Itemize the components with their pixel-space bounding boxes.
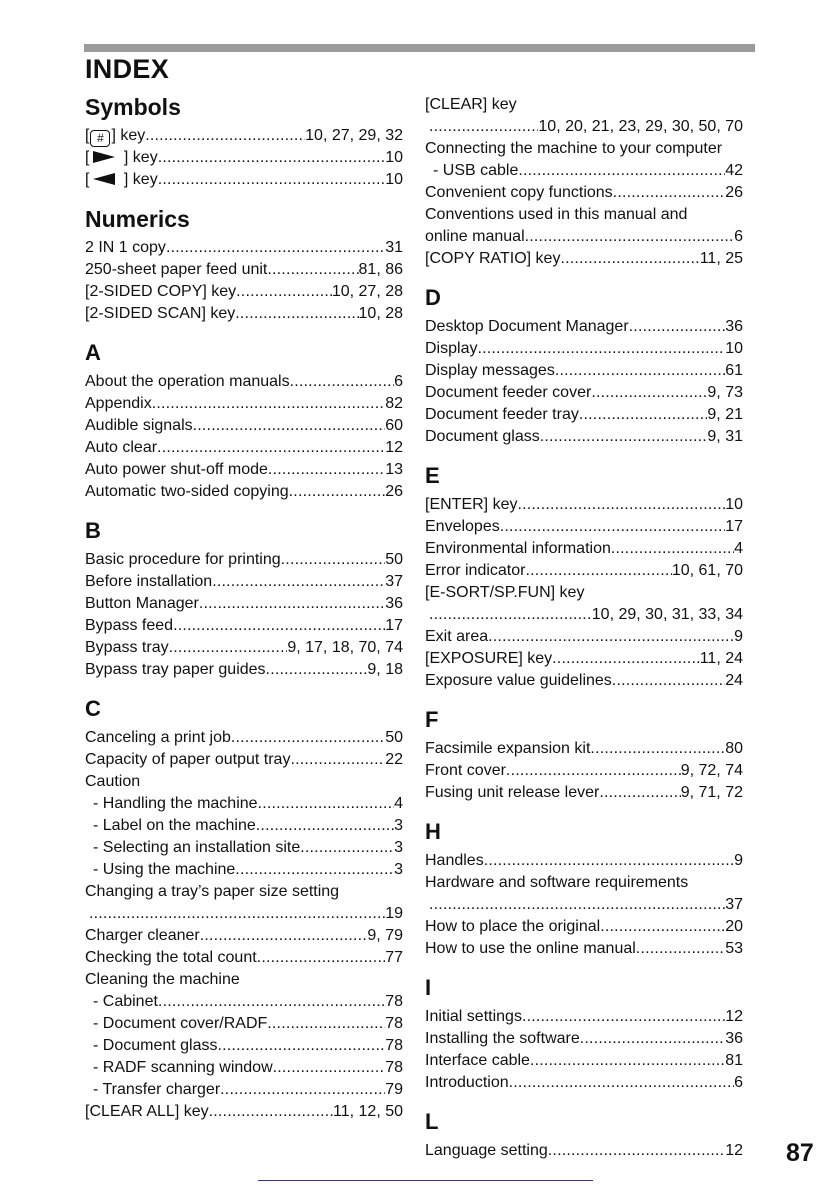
page-refs: 10 <box>385 149 403 166</box>
dot-leader <box>477 338 725 360</box>
entry-label: Auto clear <box>85 439 158 456</box>
entry-label: Before installation <box>85 573 213 590</box>
entry-label <box>85 169 158 191</box>
page-refs: 36 <box>725 1030 743 1047</box>
section-heading: E <box>425 463 440 488</box>
dot-leader <box>540 426 708 448</box>
dot-leader <box>429 604 592 626</box>
entry-label: - Selecting an installation site <box>93 839 301 856</box>
dot-leader <box>212 571 385 593</box>
index-entry <box>425 94 743 116</box>
index-entry <box>85 659 403 681</box>
index-entry <box>425 738 743 760</box>
index-entry <box>85 947 403 969</box>
index-entry <box>85 147 403 169</box>
page-refs: 9, 71, 72 <box>680 784 743 801</box>
entry-label <box>85 147 158 169</box>
page-refs: 81, 86 <box>358 261 403 278</box>
dot-leader <box>157 437 385 459</box>
dot-leader <box>220 1079 385 1101</box>
index-entry <box>425 538 743 560</box>
entry-label: online manual <box>425 228 525 245</box>
page-refs: 3 <box>394 817 403 834</box>
index-entry <box>425 938 743 960</box>
page-refs: 10 <box>725 496 743 513</box>
index-entry <box>85 303 403 325</box>
index-entry <box>85 393 403 415</box>
dot-leader <box>218 1035 386 1057</box>
dot-leader <box>629 316 726 338</box>
page-refs: 11, 25 <box>699 250 743 267</box>
entry-label: Language setting <box>425 1142 548 1159</box>
entry-label: Caution <box>85 773 141 790</box>
dot-leader <box>518 160 725 182</box>
section-heading: H <box>425 819 441 844</box>
index-entry <box>85 727 403 749</box>
dot-leader <box>525 226 734 248</box>
page-refs: 80 <box>725 740 743 757</box>
entry-label: Canceling a print job <box>85 729 231 746</box>
page-refs: 11, 24 <box>699 650 743 667</box>
entry-label: - RADF scanning window <box>93 1059 273 1076</box>
page-refs: 78 <box>385 993 403 1010</box>
entry-label: Hardware and software requirements <box>425 874 689 891</box>
index-entry <box>85 125 403 147</box>
entry-label-text: ] key <box>119 149 158 166</box>
page-refs: 36 <box>385 595 403 612</box>
index-entry <box>85 371 403 393</box>
index-entry <box>425 426 743 448</box>
index-entry <box>425 850 743 872</box>
dot-leader <box>235 859 394 881</box>
page-refs: 3 <box>394 839 403 856</box>
page-refs: 10, 27, 29, 32 <box>305 127 403 144</box>
entry-label: Initial settings <box>425 1008 522 1025</box>
page-refs: 78 <box>385 1059 403 1076</box>
page-refs: 9, 21 <box>707 406 743 423</box>
entry-label: Automatic two-sided copying <box>85 483 289 500</box>
entry-label: - Handling the machine <box>93 795 258 812</box>
index-entry <box>85 549 403 571</box>
dot-leader <box>488 626 734 648</box>
index-entry <box>85 459 403 481</box>
index-entry <box>425 670 743 692</box>
index-entry <box>85 1013 403 1035</box>
index-entry <box>425 182 743 204</box>
dot-leader <box>591 382 707 404</box>
index-entry <box>85 815 403 837</box>
entry-label: Auto power shut-off mode <box>85 461 268 478</box>
index-entry <box>425 1072 743 1094</box>
index-entry <box>85 1079 403 1101</box>
entry-label: Facsimile expansion kit <box>425 740 591 757</box>
entry-label: Exit area <box>425 628 489 645</box>
page-refs: 9 <box>734 852 743 869</box>
bracket: [ <box>85 149 90 166</box>
entry-label: Error indicator <box>425 562 526 579</box>
entry-label: Changing a tray’s paper size setting <box>85 883 340 900</box>
dot-leader <box>268 459 385 481</box>
dot-leader <box>273 1057 386 1079</box>
index-entry <box>425 204 743 226</box>
dot-leader <box>267 259 358 281</box>
dot-leader <box>209 1101 333 1123</box>
page-refs: 50 <box>385 729 403 746</box>
index-column-left <box>85 91 403 1123</box>
page-refs: 9, 18 <box>367 661 403 678</box>
section-heading: Symbols <box>85 94 181 120</box>
index-entry <box>85 925 403 947</box>
entry-label: Fusing unit release lever <box>425 784 600 801</box>
page-refs: 9, 72, 74 <box>680 762 743 779</box>
entry-label: [EXPOSURE] key <box>425 650 553 667</box>
index-entry <box>85 481 403 503</box>
entry-label: [COPY RATIO] key <box>425 250 561 267</box>
page-refs: 36 <box>725 318 743 335</box>
index-entry <box>425 604 743 626</box>
entry-label: Checking the total count <box>85 949 257 966</box>
page-refs: 9, 17, 18, 70, 74 <box>287 639 403 656</box>
entry-label: Audible signals <box>85 417 193 434</box>
dot-leader <box>599 782 680 804</box>
index-entry <box>425 516 743 538</box>
page-refs: 10, 29, 30, 31, 33, 34 <box>591 606 743 623</box>
entry-label: - Cabinet <box>93 993 158 1010</box>
dot-leader <box>199 593 385 615</box>
index-entry <box>425 138 743 160</box>
index-entry <box>425 894 743 916</box>
entry-label: Cleaning the machine <box>85 971 240 988</box>
dot-leader <box>560 248 699 270</box>
page-refs: 12 <box>725 1142 743 1159</box>
page-refs: 9, 73 <box>707 384 743 401</box>
entry-label: Bypass tray <box>85 639 169 656</box>
section-heading: L <box>425 1109 439 1134</box>
dot-leader <box>236 281 332 303</box>
dot-leader <box>281 549 386 571</box>
dot-leader <box>231 727 385 749</box>
dot-leader <box>290 749 385 771</box>
index-entry <box>425 648 743 670</box>
page-refs: 9, 79 <box>367 927 403 944</box>
index-entry <box>85 1035 403 1057</box>
page-refs: 11, 12, 50 <box>333 1103 403 1120</box>
dot-leader <box>548 1140 725 1162</box>
dot-leader <box>579 404 708 426</box>
dot-leader <box>290 371 395 393</box>
entry-label: Document feeder tray <box>425 406 579 423</box>
dot-leader <box>267 1013 385 1035</box>
index-entry <box>85 793 403 815</box>
index-entry <box>85 969 403 991</box>
page-refs: 24 <box>725 672 743 689</box>
entry-label: Charger cleaner <box>85 927 200 944</box>
dot-leader <box>580 1028 725 1050</box>
entry-label-text: ] key <box>111 127 146 144</box>
page-refs: 60 <box>385 417 403 434</box>
dot-leader <box>289 481 386 503</box>
entry-label: [2-SIDED SCAN] key <box>85 305 236 322</box>
index-entry <box>85 571 403 593</box>
index-entry <box>425 1140 743 1162</box>
entry-label: [CLEAR ALL] key <box>85 1103 209 1120</box>
index-entry <box>85 237 403 259</box>
page-refs: 10, 20, 21, 23, 29, 30, 50, 70 <box>538 118 743 135</box>
dot-leader <box>611 538 734 560</box>
bracket: [ <box>85 171 90 188</box>
page-refs: 22 <box>385 751 403 768</box>
index-entry <box>85 637 403 659</box>
dot-leader <box>158 169 386 191</box>
dot-leader <box>89 903 385 925</box>
entry-label: [E-SORT/SP.FUN] key <box>425 584 585 601</box>
entry-label: Installing the software <box>425 1030 580 1047</box>
section-heading: Numerics <box>85 206 190 232</box>
page-refs: 26 <box>725 184 743 201</box>
right-triangle-key-icon <box>93 151 115 163</box>
page-refs: 81 <box>725 1052 743 1069</box>
index-entry <box>85 259 403 281</box>
dot-leader <box>257 947 386 969</box>
entry-label: Appendix <box>85 395 152 412</box>
page-refs: 77 <box>385 949 403 966</box>
entry-label: Connecting the machine to your computer <box>425 140 723 157</box>
dot-leader <box>525 560 671 582</box>
hash-key-icon: # <box>90 130 110 147</box>
entry-label: Conventions used in this manual and <box>425 206 688 223</box>
page-refs: 4 <box>734 540 743 557</box>
page-number: 87 <box>786 1139 814 1167</box>
index-entry <box>425 226 743 248</box>
entry-label: Capacity of paper output tray <box>85 751 291 768</box>
page-refs: 6 <box>734 228 743 245</box>
dot-leader <box>590 738 725 760</box>
bracket: [ <box>85 127 90 144</box>
entry-label: Bypass tray paper guides <box>85 661 266 678</box>
entry-label: 250-sheet paper feed unit <box>85 261 268 278</box>
index-entry <box>85 859 403 881</box>
entry-label: Envelopes <box>425 518 500 535</box>
index-entry <box>425 116 743 138</box>
index-entry <box>425 382 743 404</box>
section-heading: C <box>85 696 101 721</box>
index-entry <box>85 415 403 437</box>
dot-leader <box>256 815 394 837</box>
page-refs: 9 <box>734 628 743 645</box>
dot-leader <box>152 393 385 415</box>
dot-leader <box>193 415 386 437</box>
page-refs: 17 <box>385 617 403 634</box>
page-refs: 10 <box>725 340 743 357</box>
dot-leader <box>613 182 726 204</box>
index-entry <box>85 281 403 303</box>
dot-leader <box>158 147 386 169</box>
page-refs: 10, 28 <box>358 305 403 322</box>
entry-label: How to place the original <box>425 918 601 935</box>
entry-label: Display messages <box>425 362 555 379</box>
page-refs: 26 <box>385 483 403 500</box>
index-entry <box>85 881 403 903</box>
index-entry <box>85 593 403 615</box>
index-entry <box>425 872 743 894</box>
index-entry <box>85 903 403 925</box>
index-column-right <box>425 94 743 1162</box>
entry-label: About the operation manuals <box>85 373 290 390</box>
page-refs: 10, 27, 28 <box>331 283 403 300</box>
footer-link[interactable] <box>258 1180 593 1181</box>
page-refs: 12 <box>385 439 403 456</box>
dot-leader <box>500 516 725 538</box>
dot-leader <box>429 894 725 916</box>
dot-leader <box>158 991 385 1013</box>
left-triangle-key-icon <box>93 173 115 185</box>
index-entry <box>425 1006 743 1028</box>
section-heading: D <box>425 285 441 310</box>
index-entry <box>425 248 743 270</box>
dot-leader <box>169 637 288 659</box>
index-entry <box>425 360 743 382</box>
entry-label: - Document cover/RADF <box>93 1015 268 1032</box>
page-refs: 53 <box>725 940 743 957</box>
index-entry <box>425 626 743 648</box>
dot-leader <box>530 1050 725 1072</box>
entry-label <box>85 125 145 147</box>
entry-label: - Transfer charger <box>93 1081 221 1098</box>
dot-leader <box>258 793 395 815</box>
entry-label: Interface cable <box>425 1052 530 1069</box>
entry-label: - Label on the machine <box>93 817 256 834</box>
page-title: INDEX <box>85 54 170 84</box>
section-heading: A <box>85 340 101 365</box>
dot-leader <box>555 360 725 382</box>
page-refs: 37 <box>385 573 403 590</box>
dot-leader <box>552 648 700 670</box>
page-refs: 78 <box>385 1015 403 1032</box>
page-refs: 19 <box>385 905 403 922</box>
page-refs: 12 <box>725 1008 743 1025</box>
entry-label-text: ] key <box>119 171 158 188</box>
index-entry <box>425 916 743 938</box>
dot-leader <box>173 615 385 637</box>
page-refs: 6 <box>394 373 403 390</box>
dot-leader <box>522 1006 725 1028</box>
page-refs: 3 <box>394 861 403 878</box>
entry-label: Handles <box>425 852 484 869</box>
page-refs: 10, 61, 70 <box>671 562 743 579</box>
index-entry <box>425 760 743 782</box>
index-entry <box>425 1028 743 1050</box>
page-refs: 78 <box>385 1037 403 1054</box>
page-refs: 42 <box>725 162 743 179</box>
entry-label: 2 IN 1 copy <box>85 239 166 256</box>
entry-label: Document glass <box>425 428 540 445</box>
section-heading: I <box>425 975 432 1000</box>
page-refs: 50 <box>385 551 403 568</box>
entry-label: [2-SIDED COPY] key <box>85 283 237 300</box>
entry-label: Front cover <box>425 762 506 779</box>
index-entry <box>85 437 403 459</box>
dot-leader <box>636 938 725 960</box>
page-refs: 10 <box>385 171 403 188</box>
dot-leader <box>484 850 734 872</box>
entry-label: Button Manager <box>85 595 199 612</box>
index-entry <box>425 494 743 516</box>
index-entry <box>425 404 743 426</box>
index-entry <box>425 1050 743 1072</box>
header-rule <box>84 44 755 52</box>
entry-label: Desktop Document Manager <box>425 318 629 335</box>
dot-leader <box>300 837 394 859</box>
index-entry <box>85 169 403 191</box>
entry-label: Convenient copy functions <box>425 184 613 201</box>
index-entry <box>85 749 403 771</box>
index-entry <box>85 615 403 637</box>
index-entry <box>425 582 743 604</box>
page-refs: 82 <box>385 395 403 412</box>
dot-leader <box>600 916 725 938</box>
page-refs: 31 <box>385 239 403 256</box>
index-entry <box>425 338 743 360</box>
index-entry <box>85 1101 403 1123</box>
entry-label: [ENTER] key <box>425 496 518 513</box>
index-entry <box>425 560 743 582</box>
entry-label: Bypass feed <box>85 617 174 634</box>
entry-label: - Document glass <box>93 1037 218 1054</box>
entry-label: Basic procedure for printing <box>85 551 281 568</box>
index-entry <box>85 771 403 793</box>
index-entry <box>85 991 403 1013</box>
page-refs: 20 <box>725 918 743 935</box>
dot-leader <box>517 494 725 516</box>
entry-label: Exposure value guidelines <box>425 672 612 689</box>
entry-label: Environmental information <box>425 540 611 557</box>
entry-label: - Using the machine <box>93 861 236 878</box>
page-refs: 37 <box>725 896 743 913</box>
page-refs: 6 <box>734 1074 743 1091</box>
dot-leader <box>235 303 358 325</box>
page-refs: 79 <box>385 1081 403 1098</box>
page-refs: 9, 31 <box>707 428 743 445</box>
page-refs: 17 <box>725 518 743 535</box>
dot-leader <box>145 125 305 147</box>
page-refs: 4 <box>394 795 403 812</box>
index-entry <box>425 782 743 804</box>
dot-leader <box>509 1072 734 1094</box>
section-heading: B <box>85 518 101 543</box>
dot-leader <box>266 659 368 681</box>
entry-label: Document feeder cover <box>425 384 592 401</box>
index-entry <box>85 1057 403 1079</box>
entry-label: [CLEAR] key <box>425 96 517 113</box>
page-refs: 61 <box>725 362 743 379</box>
entry-label: How to use the online manual <box>425 940 636 957</box>
dot-leader <box>429 116 538 138</box>
dot-leader <box>506 760 681 782</box>
dot-leader <box>612 670 725 692</box>
dot-leader <box>166 237 385 259</box>
page-refs: 13 <box>385 461 403 478</box>
index-entry <box>425 316 743 338</box>
entry-label: - USB cable <box>433 162 519 179</box>
section-heading: F <box>425 707 439 732</box>
index-entry <box>425 160 743 182</box>
entry-label: Display <box>425 340 478 357</box>
dot-leader <box>200 925 368 947</box>
entry-label: Introduction <box>425 1074 509 1091</box>
index-entry <box>85 837 403 859</box>
